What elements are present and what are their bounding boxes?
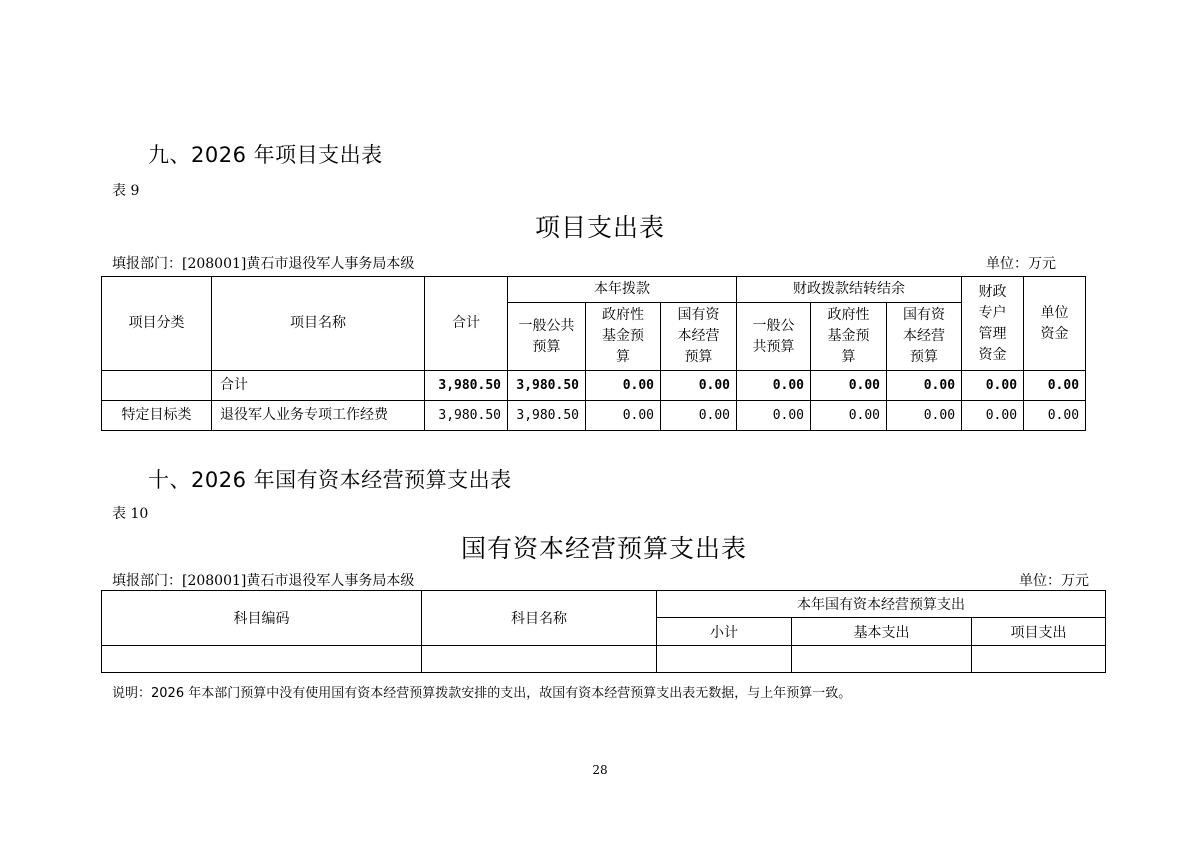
cell-empty <box>657 646 792 673</box>
section10-table-number: 表 10 <box>112 506 149 522</box>
cell-special-account: 0.00 <box>962 371 1024 401</box>
header-unit-funds: 单位资金 <box>1024 277 1086 371</box>
section10-note: 说明：2026 年本部门预算中没有使用国有资本经营预算拨款安排的支出，故国有资本经营预算支出表无数据，与上年预算一致。 <box>112 686 852 701</box>
header-current-year-group: 本年拨款 <box>508 277 737 303</box>
cell-project-name: 合计 <box>212 371 425 401</box>
cell-carry-gov-fund: 0.00 <box>811 371 887 401</box>
cell-total: 3,980.50 <box>425 401 508 431</box>
cell-unit-funds: 0.00 <box>1024 371 1086 401</box>
header-total: 合计 <box>425 277 508 371</box>
section9-table-number: 表 9 <box>112 183 140 199</box>
project-expenditure-table <box>101 276 1086 431</box>
cell-total: 3,980.50 <box>425 371 508 401</box>
table-row-total <box>102 371 1086 401</box>
section10-fill-department: 填报部门：[208001]黄石市退役军人事务局本级 <box>112 573 415 589</box>
cell-gov-fund: 0.00 <box>586 401 661 431</box>
cell-project-name: 退役军人业务专项工作经费 <box>212 401 425 431</box>
cell-category: 特定目标类 <box>102 401 212 431</box>
section10-table-title: 国有资本经营预算支出表 <box>460 534 747 563</box>
state-capital-expenditure-table <box>101 590 1106 673</box>
header-project-name: 项目名称 <box>212 277 425 371</box>
section9-heading: 九、2026 年项目支出表 <box>148 143 383 167</box>
cell-empty <box>792 646 972 673</box>
header-subtotal: 小计 <box>657 618 792 646</box>
cell-carry-state-capital: 0.00 <box>887 401 962 431</box>
header-general-budget: 一般公共预算 <box>508 303 586 371</box>
cell-empty <box>972 646 1106 673</box>
cell-empty <box>102 646 422 673</box>
header-project: 项目支出 <box>972 618 1106 646</box>
page-number: 28 <box>592 763 608 777</box>
section9-table-title: 项目支出表 <box>534 213 665 242</box>
header-carry-state-capital: 国有资本经营预算 <box>887 303 962 371</box>
header-basic: 基本支出 <box>792 618 972 646</box>
cell-state-capital: 0.00 <box>661 371 737 401</box>
cell-category <box>102 371 212 401</box>
header-special-account: 财政专户管理资金 <box>962 277 1024 371</box>
header-category: 项目分类 <box>102 277 212 371</box>
cell-carry-gov-fund: 0.00 <box>811 401 887 431</box>
cell-gov-fund: 0.00 <box>586 371 661 401</box>
header-subject-name: 科目名称 <box>422 591 657 646</box>
cell-empty <box>422 646 657 673</box>
header-carry-gov-fund: 政府性基金预算 <box>811 303 887 371</box>
cell-special-account: 0.00 <box>962 401 1024 431</box>
cell-state-capital: 0.00 <box>661 401 737 431</box>
section10-unit: 单位：万元 <box>1019 573 1089 589</box>
cell-unit-funds: 0.00 <box>1024 401 1086 431</box>
section9-fill-department: 填报部门：[208001]黄石市退役军人事务局本级 <box>112 256 415 272</box>
section10-heading: 十、2026 年国有资本经营预算支出表 <box>148 468 512 492</box>
header-gov-fund: 政府性基金预算 <box>586 303 661 371</box>
cell-general-budget: 3,980.50 <box>508 401 586 431</box>
header-code: 科目编码 <box>102 591 422 646</box>
header-carryover-group: 财政拨款结转结余 <box>737 277 962 303</box>
header-state-capital: 国有资本经营预算 <box>661 303 737 371</box>
header-expenditure-group: 本年国有资本经营预算支出 <box>657 591 1106 618</box>
table-row <box>102 401 1086 431</box>
cell-carry-general: 0.00 <box>737 371 811 401</box>
cell-general-budget: 3,980.50 <box>508 371 586 401</box>
cell-carry-general: 0.00 <box>737 401 811 431</box>
table-row-empty <box>102 646 1106 673</box>
cell-carry-state-capital: 0.00 <box>887 371 962 401</box>
section9-unit: 单位：万元 <box>986 256 1056 272</box>
header-carry-general: 一般公共预算 <box>737 303 811 371</box>
